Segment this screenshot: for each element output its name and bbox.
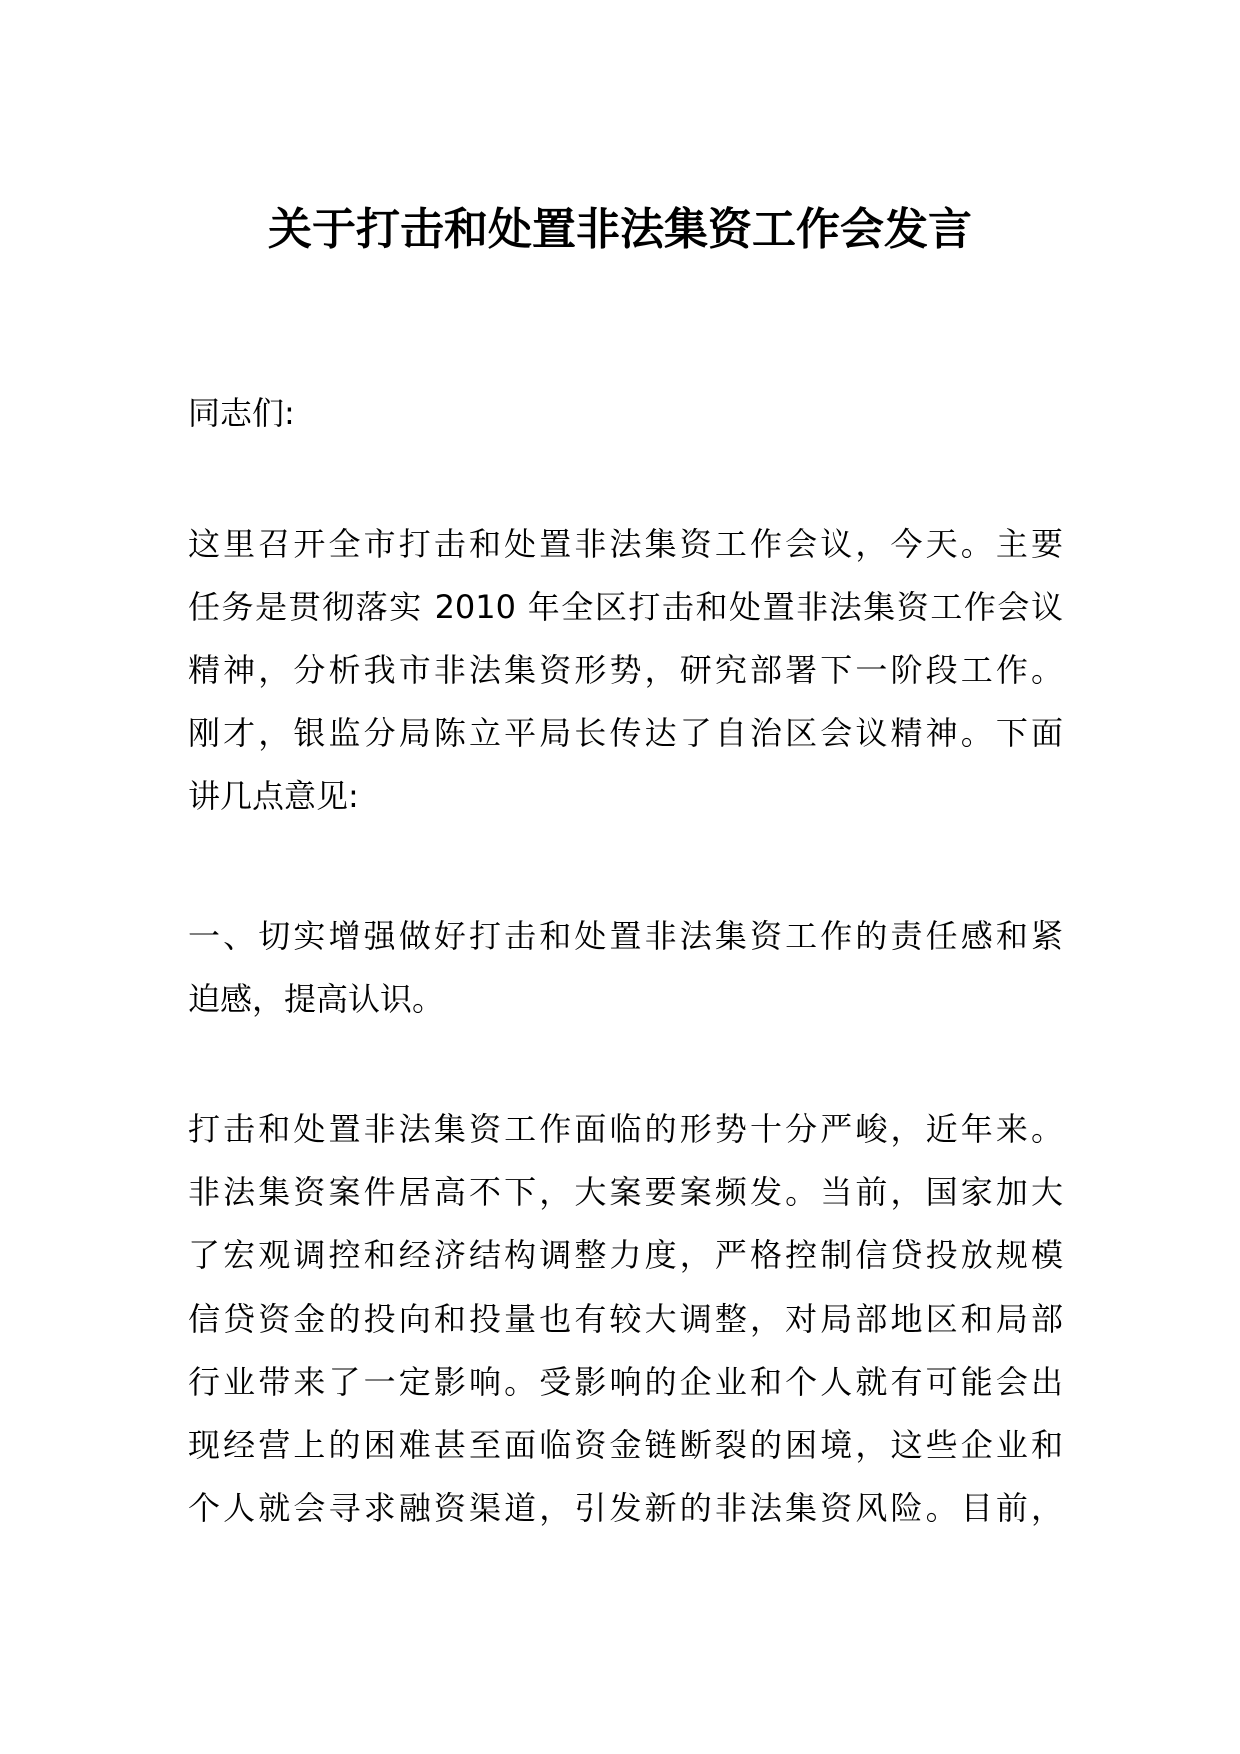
paragraph-line: 任务是贯彻落实 2010 年全区打击和处置非法集资工作会议 [188,588,1063,626]
paragraph-line: 这里召开全市打击和处置非法集资工作会议，今天。主要 [188,525,1063,563]
paragraph-line: 了宏观调控和经济结构调整力度，严格控制信贷投放规模 [188,1236,1063,1274]
paragraph-line: 现经营上的困难甚至面临资金链断裂的困境，这些企业和 [188,1426,1063,1464]
paragraph-line: 刚才，银监分局陈立平局长传达了自治区会议精神。下面 [188,714,1063,752]
paragraph-line: 非法集资案件居高不下，大案要案频发。当前，国家加大 [188,1173,1063,1211]
paragraph-line: 行业带来了一定影响。受影响的企业和个人就有可能会出 [188,1363,1063,1401]
paragraph-line: 打击和处置非法集资工作面临的形势十分严峻，近年来。 [188,1110,1063,1148]
paragraph-line: 个人就会寻求融资渠道，引发新的非法集资风险。目前， [188,1489,1063,1527]
paragraph-line: 精神，分析我市非法集资形势，研究部署下一阶段工作。 [188,651,1063,689]
heading-line: 一、切实增强做好打击和处置非法集资工作的责任感和紧 [188,917,1063,955]
paragraph-line: 讲几点意见: [188,777,359,815]
document-title: 关于打击和处置非法集资工作会发言 [268,204,972,255]
salutation: 同志们: [188,394,295,432]
paragraph-line: 信贷资金的投向和投量也有较大调整，对局部地区和局部 [188,1300,1063,1338]
heading-line: 迫感，提高认识。 [188,980,445,1018]
